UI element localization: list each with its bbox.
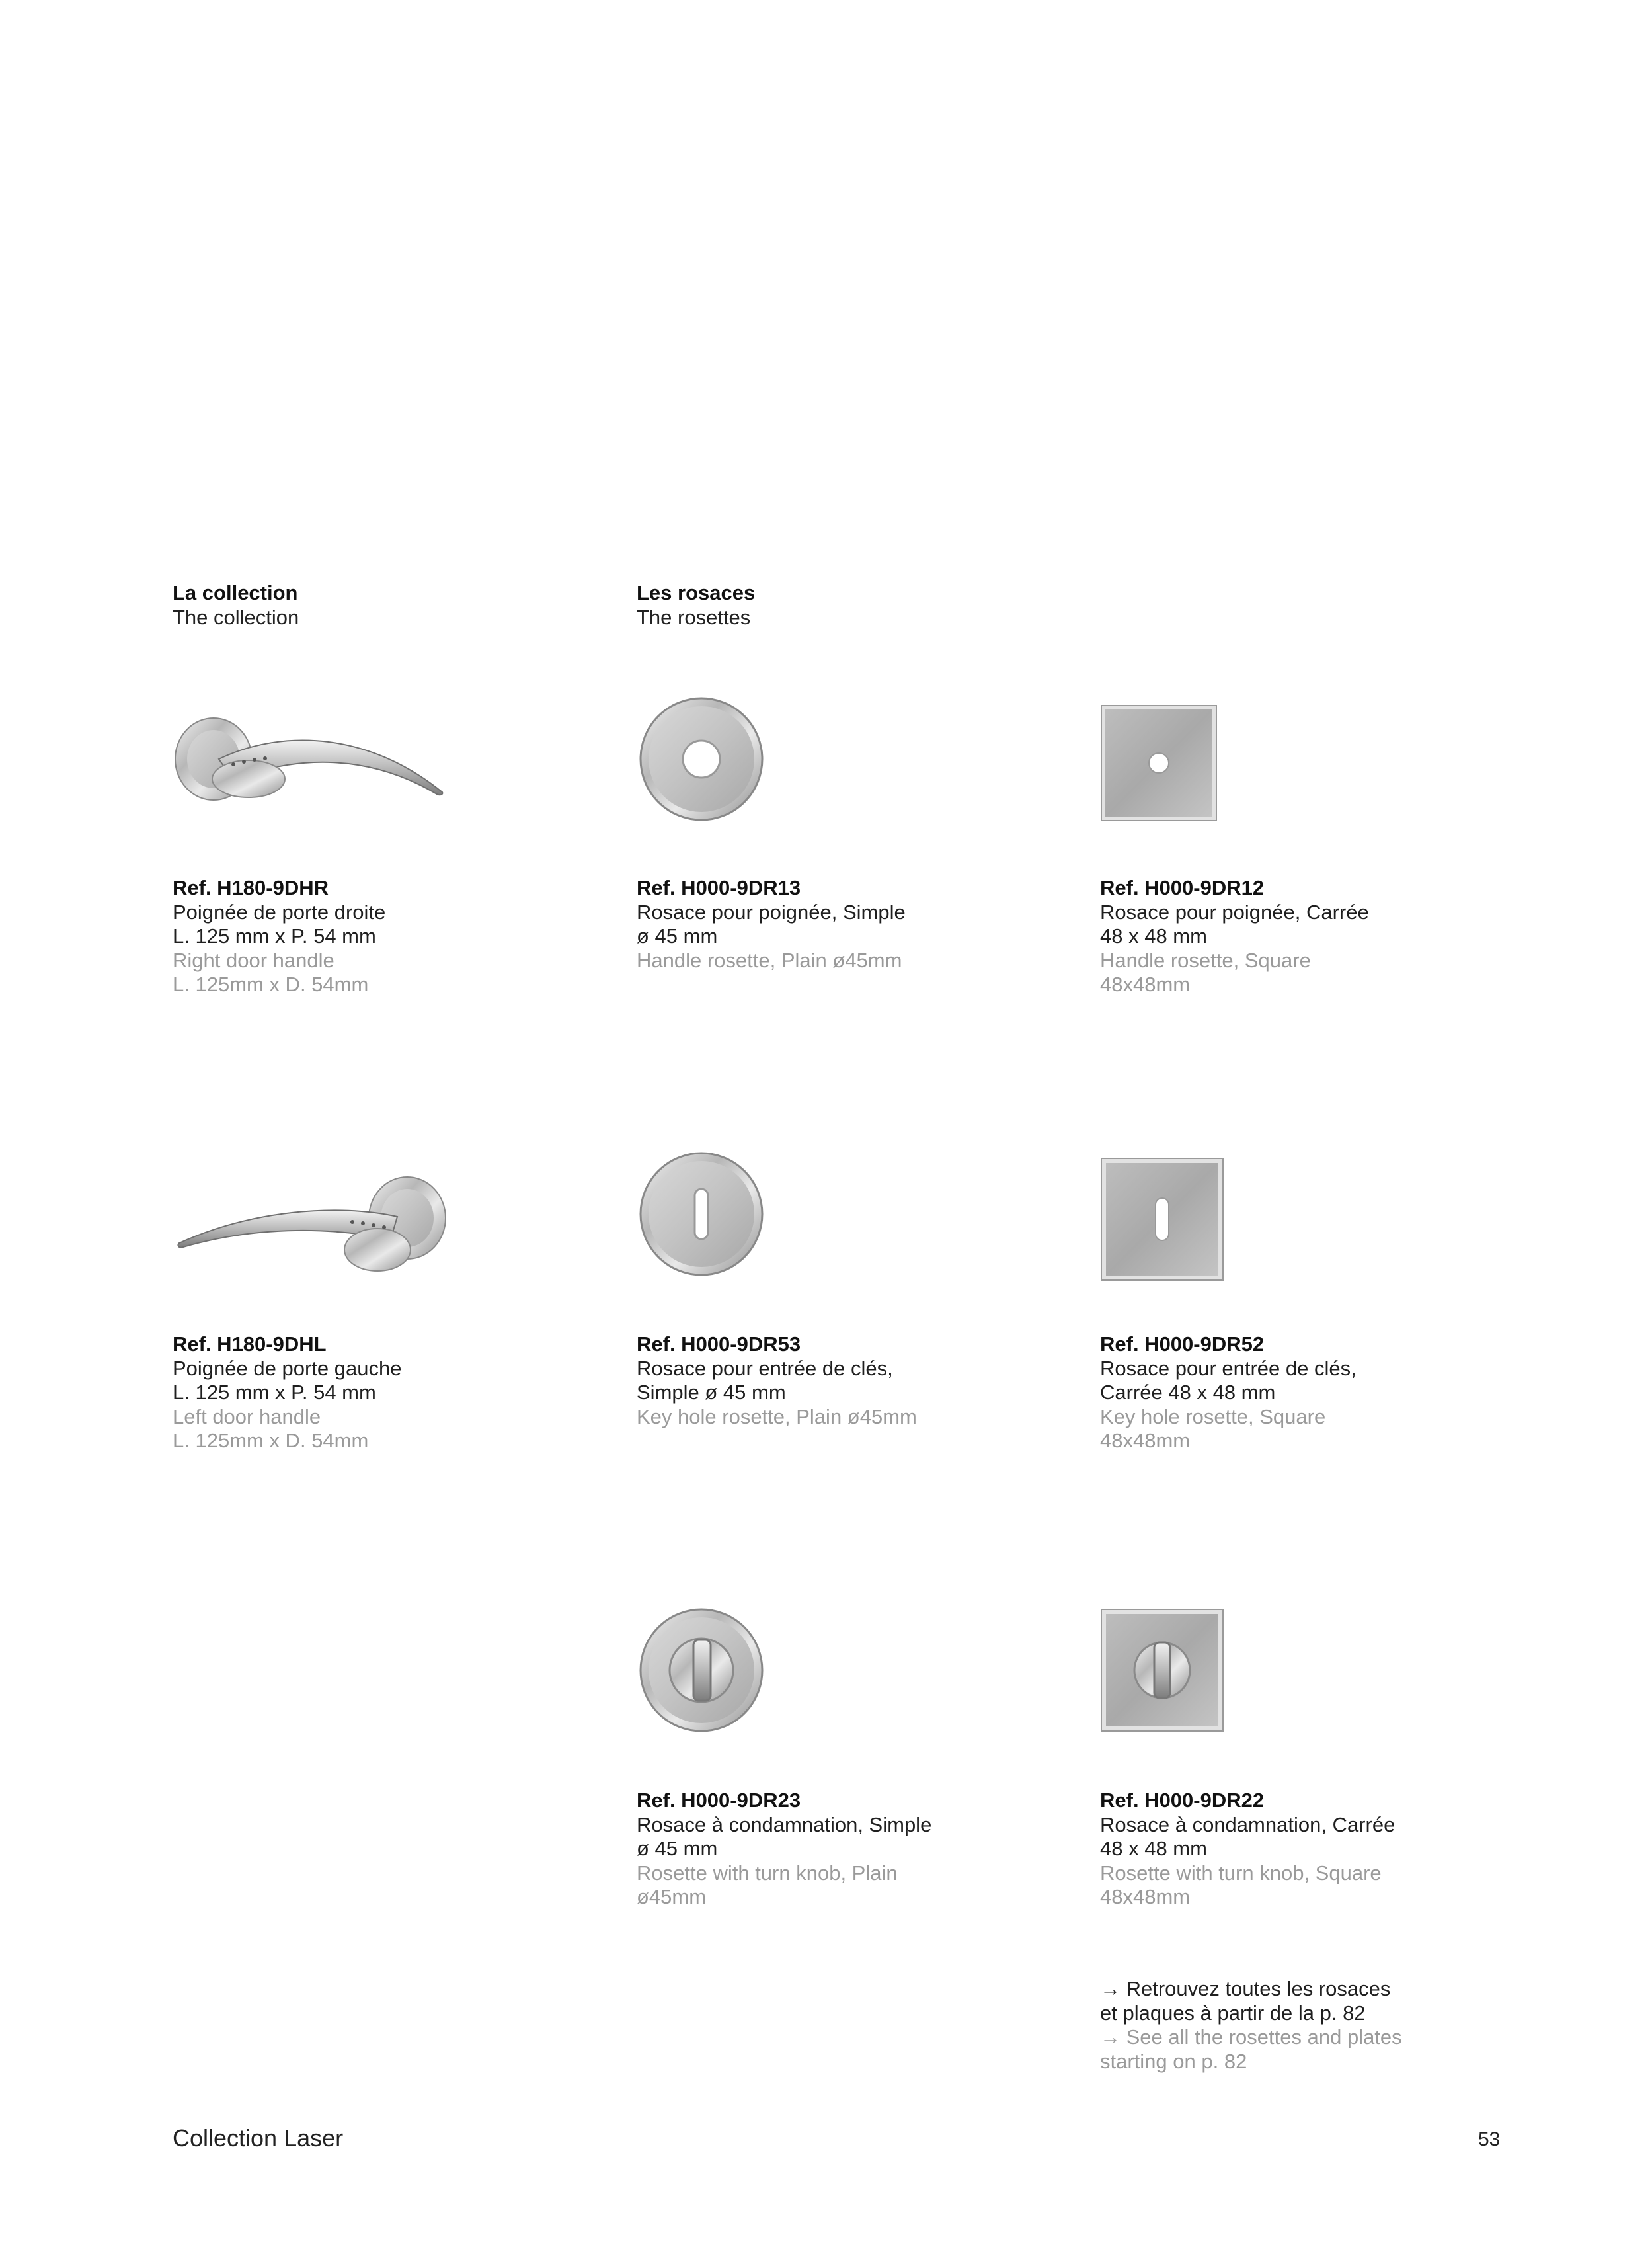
product-desc-en: Key hole rosette, Square bbox=[1100, 1404, 1326, 1428]
product-dims-en: 48x48mm bbox=[1100, 1429, 1191, 1452]
note-fr-line-2: et plaques à partir de la p. 82 bbox=[1100, 2001, 1366, 2025]
footer-collection-title: Collection Laser bbox=[173, 2125, 344, 2152]
product-desc-fr: Rosace pour poignée, Carrée bbox=[1100, 900, 1369, 924]
product-desc-en: Right door handle bbox=[173, 948, 334, 972]
product-ref: Ref. H000-9DR53 bbox=[637, 1332, 801, 1356]
product-desc-fr: Poignée de porte droite bbox=[173, 900, 386, 924]
right-handle-image bbox=[173, 708, 450, 820]
cross-reference-note bbox=[1100, 1977, 1563, 2074]
caption-keyhole-rosette-plain bbox=[637, 1332, 917, 1429]
section-header-collection bbox=[173, 581, 299, 629]
caption-handle-rosette-square bbox=[1100, 876, 1369, 997]
round-keyhole-rosette-image bbox=[637, 1149, 769, 1281]
product-dims-en: L. 125mm x D. 54mm bbox=[173, 973, 369, 996]
caption-turnknob-rosette-square bbox=[1100, 1789, 1395, 1910]
product-ref: Ref. H180-9DHL bbox=[173, 1332, 327, 1356]
square-turnknob-rosette-image bbox=[1100, 1608, 1226, 1734]
round-turnknob-rosette-image bbox=[637, 1605, 769, 1738]
product-dims-fr: ø 45 mm bbox=[637, 1837, 718, 1860]
product-ref: Ref. H000-9DR52 bbox=[1100, 1332, 1265, 1356]
section-title-en: The collection bbox=[173, 606, 299, 629]
note-en-line-2: starting on p. 82 bbox=[1100, 2049, 1247, 2073]
product-desc-fr: Rosace pour entrée de clés, bbox=[1100, 1356, 1357, 1380]
product-dims-en: 48x48mm bbox=[1100, 973, 1191, 996]
note-fr-line-1: → Retrouvez toutes les rosaces bbox=[1100, 1977, 1391, 2000]
product-dims-fr: Carrée 48 x 48 mm bbox=[1100, 1381, 1276, 1404]
product-dims-fr: L. 125 mm x P. 54 mm bbox=[173, 924, 376, 948]
caption-left-door-handle bbox=[173, 1332, 401, 1453]
product-dims-fr: 48 x 48 mm bbox=[1100, 1837, 1207, 1860]
product-desc-en: Handle rosette, Plain ø45mm bbox=[637, 948, 902, 972]
product-desc-fr: Rosace à condamnation, Carrée bbox=[1100, 1812, 1396, 1836]
caption-right-door-handle bbox=[173, 876, 385, 997]
product-desc-en: Left door handle bbox=[173, 1404, 321, 1428]
product-ref: Ref. H000-9DR13 bbox=[637, 876, 801, 899]
product-desc-fr: Poignée de porte gauche bbox=[173, 1356, 402, 1380]
product-desc-en: Handle rosette, Square bbox=[1100, 948, 1311, 972]
square-keyhole-rosette-image bbox=[1100, 1157, 1226, 1283]
product-dims-fr: Simple ø 45 mm bbox=[637, 1381, 786, 1404]
product-desc-fr: Rosace pour entrée de clés, bbox=[637, 1356, 893, 1380]
product-dims-fr: ø 45 mm bbox=[637, 924, 718, 948]
caption-turnknob-rosette-plain bbox=[637, 1789, 931, 1910]
product-ref: Ref. H180-9DHR bbox=[173, 876, 329, 899]
section-title-fr: La collection bbox=[173, 581, 298, 604]
left-handle-image bbox=[173, 1170, 450, 1289]
product-dims-fr: 48 x 48 mm bbox=[1100, 924, 1207, 948]
product-desc-fr: Rosace pour poignée, Simple bbox=[637, 900, 906, 924]
product-dims-en: ø45mm bbox=[637, 1885, 707, 1908]
product-dims-fr: L. 125 mm x P. 54 mm bbox=[173, 1381, 376, 1404]
product-desc-en: Rosette with turn knob, Square bbox=[1100, 1861, 1382, 1884]
section-title-fr: Les rosaces bbox=[637, 581, 756, 604]
note-en-line-1: → See all the rosettes and plates bbox=[1100, 2025, 1402, 2048]
product-ref: Ref. H000-9DR23 bbox=[637, 1789, 801, 1812]
square-rosette-image bbox=[1100, 704, 1219, 823]
product-dims-en: 48x48mm bbox=[1100, 1885, 1191, 1908]
section-header-rosettes bbox=[637, 581, 755, 629]
page-number: 53 bbox=[1478, 2128, 1501, 2150]
product-ref: Ref. H000-9DR22 bbox=[1100, 1789, 1265, 1812]
product-desc-fr: Rosace à condamnation, Simple bbox=[637, 1812, 932, 1836]
product-desc-en: Key hole rosette, Plain ø45mm bbox=[637, 1404, 917, 1428]
caption-keyhole-rosette-square bbox=[1100, 1332, 1357, 1453]
product-ref: Ref. H000-9DR12 bbox=[1100, 876, 1265, 899]
section-title-en: The rosettes bbox=[637, 606, 751, 629]
round-rosette-image bbox=[637, 694, 769, 827]
caption-handle-rosette-plain bbox=[637, 876, 906, 973]
product-dims-en: L. 125mm x D. 54mm bbox=[173, 1429, 369, 1452]
product-desc-en: Rosette with turn knob, Plain bbox=[637, 1861, 898, 1884]
